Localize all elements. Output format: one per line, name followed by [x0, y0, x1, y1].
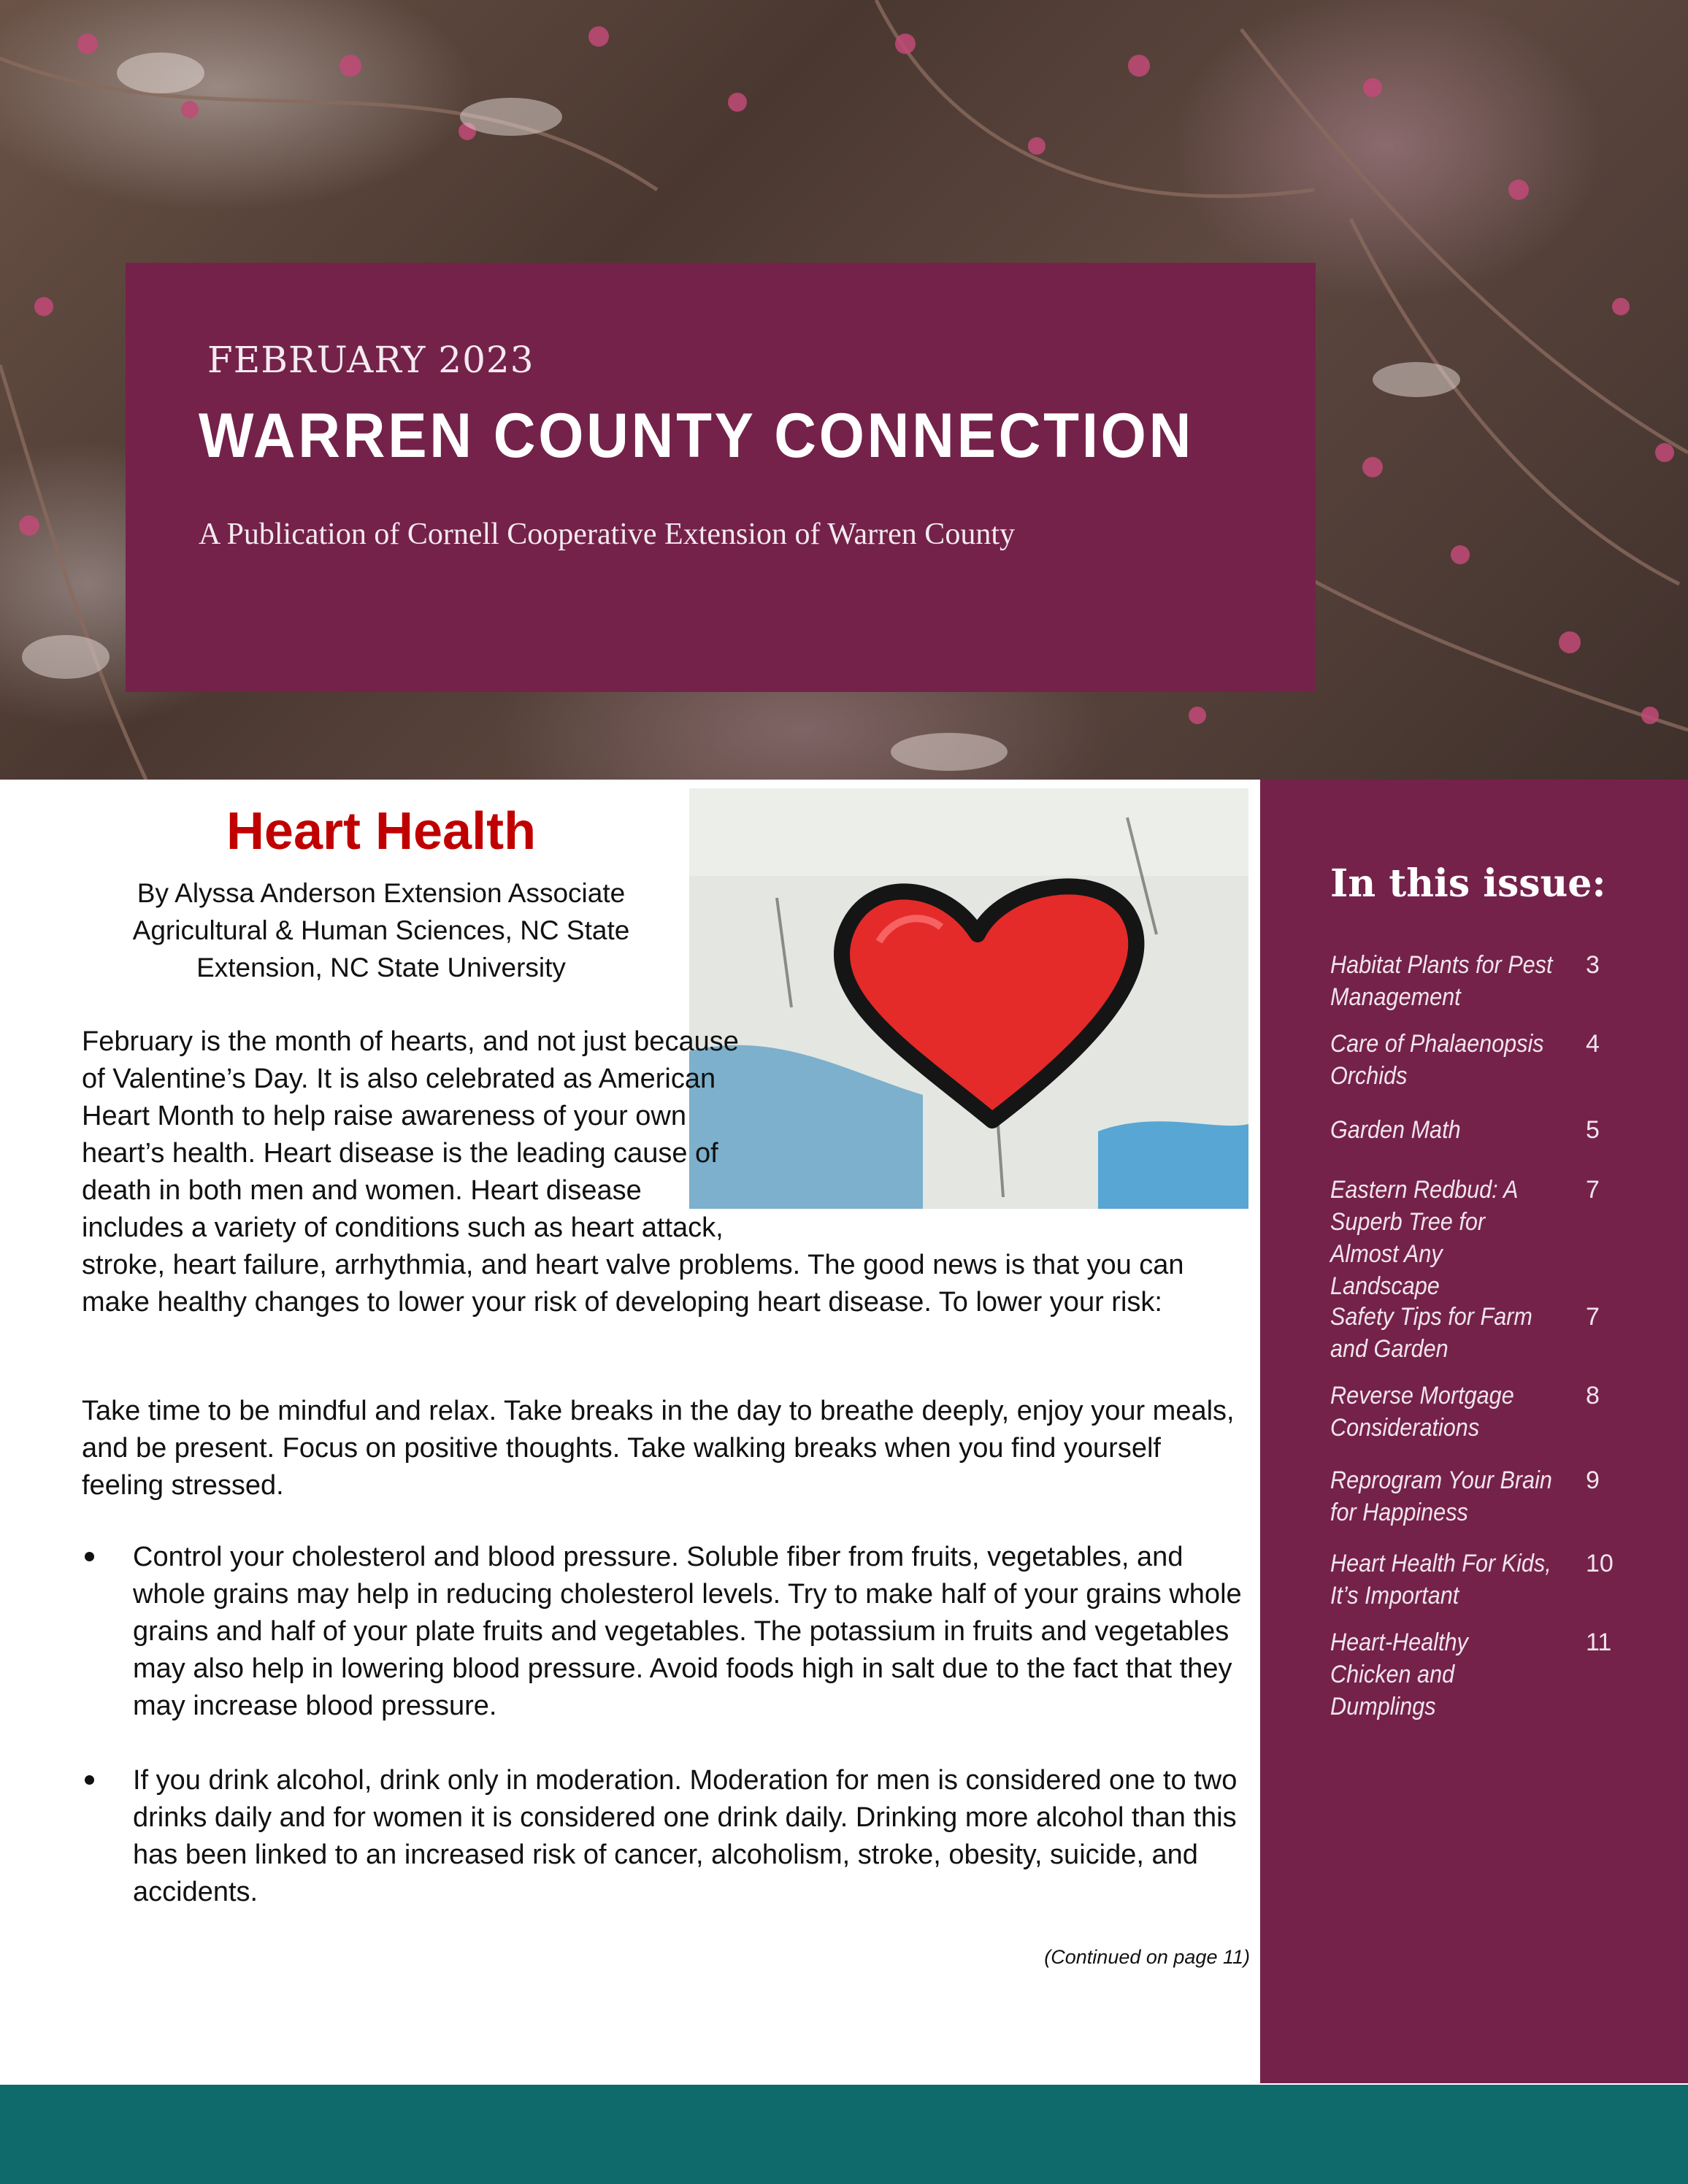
continued-note: (Continued on page 11): [1044, 1946, 1250, 1968]
in-this-issue-sidebar: [1260, 780, 1688, 2083]
sidebar-title: In this issue:: [1330, 861, 1606, 906]
newsletter-title: WARREN COUNTY CONNECTION: [199, 401, 1194, 471]
byline-line: By Alyssa Anderson Extension Associate: [137, 878, 626, 908]
bullet-icon: [85, 1552, 94, 1561]
bullet-icon: [85, 1775, 94, 1785]
risk-bullet-list: [82, 1539, 1243, 1948]
toc-item-page: 10: [1586, 1550, 1614, 1577]
intro-paragraph-block: [82, 1023, 1243, 1321]
masthead-box: [126, 263, 1316, 692]
toc-item-label: Heart-Healthy Chicken and Dumplings: [1330, 1629, 1468, 1720]
toc-item-label: Habitat Plants for Pest Management: [1330, 951, 1553, 1011]
toc-item-label: Garden Math: [1330, 1116, 1461, 1144]
toc-item-label: Safety Tips for Farm and Garden: [1330, 1303, 1532, 1363]
byline-line: Extension, NC State University: [196, 953, 566, 983]
toc-item-label: Reprogram Your Brain for Happiness: [1330, 1466, 1552, 1526]
newsletter-subtitle: A Publication of Cornell Cooperative Extension of Warren County: [199, 518, 1015, 551]
bullet-text: If you drink alcohol, drink only in moderation. Moderation for men is considered one to two drinks daily and for women it is considered one drink daily. Drinking more alcohol than this has been linked to an increased risk of cancer, alcoholism, stroke, obesity, suicide, and accidents.: [133, 1765, 1238, 1907]
article-headline: Heart Health: [226, 802, 537, 861]
toc-item-label: Eastern Redbud: A Superb Tree for Almost Any Landscape: [1330, 1176, 1518, 1300]
intro-paragraph: February is the month of hearts, and not just because of Valentine’s Day. It is also celebrated as American Heart Month to help raise awareness of your own heart’s health. Heart disease is the leading cause of death in both men and women. Heart disease includes a variety of conditions such as heart attack, stroke, heart failure, arrhythmia, and heart valve problems. The good news is that you can make healthy changes to lower your risk of developing heart disease. To lower your risk:: [82, 1026, 1184, 1318]
article-byline: [82, 874, 680, 986]
issue-date: FEBRUARY 2023: [207, 339, 534, 381]
byline-line: Agricultural & Human Sciences, NC State: [132, 915, 630, 945]
toc-item-page: 3: [1586, 951, 1600, 979]
toc-item-label: Heart Health For Kids, It’s Important: [1330, 1550, 1551, 1610]
toc-item-page: 4: [1586, 1030, 1600, 1058]
toc-item-label: Reverse Mortgage Considerations: [1330, 1382, 1514, 1442]
toc-item-page: 9: [1586, 1466, 1600, 1494]
toc-item-page: 7: [1586, 1303, 1600, 1331]
header-photo: [0, 0, 1688, 780]
mindful-paragraph: Take time to be mindful and relax. Take breaks in the day to breathe deeply, enjoy your meals, and be present. Focus on positive thoughts. Take walking breaks when you find yourself feeling stressed.: [82, 1396, 1235, 1501]
toc-item-page: 7: [1586, 1176, 1600, 1204]
toc-item-label: Care of Phalaenopsis Orchids: [1330, 1030, 1544, 1090]
toc-item-page: 8: [1586, 1382, 1600, 1410]
toc-item-page: 5: [1586, 1116, 1600, 1144]
list-item: [82, 1762, 1243, 1911]
bullet-text: Control your cholesterol and blood pressure. Soluble fiber from fruits, vegetables, and whole grains may help in reducing cholesterol levels. Try to make half of your grains whole grains and half of your plate fruits and vegetables. The potassium in fruits and vegetables may also help in lowering blood pressure. Avoid foods high in salt due to the fact that they may increase blood pressure.: [133, 1542, 1242, 1721]
toc-item-page: 11: [1586, 1629, 1612, 1656]
footer-band: [0, 2085, 1688, 2184]
list-item: [82, 1539, 1243, 1725]
image-wrap-spacer: [746, 1023, 1243, 1228]
